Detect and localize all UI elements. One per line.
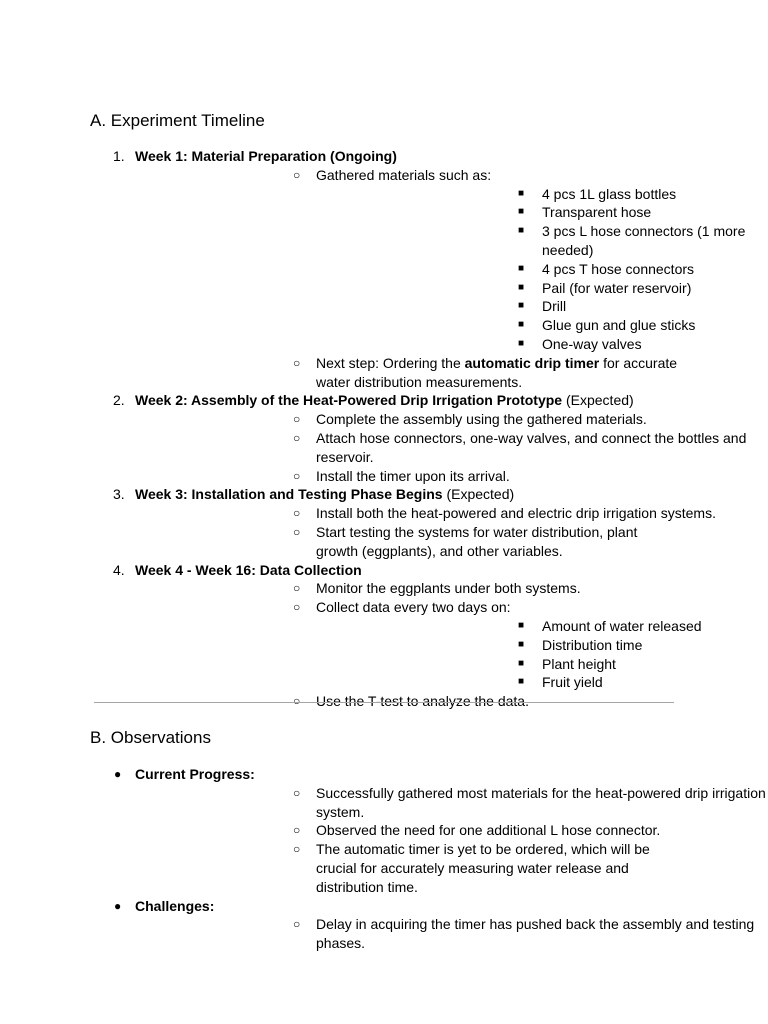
circle-bullet-icon: ○ xyxy=(293,468,301,483)
current-progress-item xyxy=(0,765,768,897)
square-bullet-icon: ■ xyxy=(518,281,525,293)
material-text: Transparent hose xyxy=(542,204,652,221)
data-points-list xyxy=(316,617,768,692)
list-item xyxy=(316,279,768,298)
item-text-post: for accurate water distribution measurements. xyxy=(316,354,678,390)
list-item xyxy=(316,185,768,204)
list-item xyxy=(316,297,768,316)
circle-bullet-icon: ○ xyxy=(293,355,301,370)
item-text: Delay in acquiring the timer has pushed back the assembly and testing phases. xyxy=(316,916,755,952)
square-bullet-icon: ■ xyxy=(518,319,525,331)
list-number: 3. xyxy=(113,486,125,503)
materials-list xyxy=(316,185,768,354)
square-bullet-icon: ■ xyxy=(518,206,525,218)
week-title: Week 2: Assembly of the Heat-Powered Drip Irrigation Prototype xyxy=(135,392,563,409)
list-item xyxy=(316,655,768,674)
week-title: Week 4 - Week 16: Data Collection xyxy=(135,561,362,578)
square-bullet-icon: ■ xyxy=(518,225,525,237)
list-item xyxy=(135,784,768,822)
item-text: Use the T-test to analyze the data. xyxy=(316,693,529,710)
list-item xyxy=(135,579,768,598)
current-progress-subitems xyxy=(135,784,768,897)
week-1-item xyxy=(0,147,768,391)
list-item xyxy=(135,598,768,692)
disc-bullet-icon: ● xyxy=(114,898,122,913)
week-4-subitems xyxy=(135,579,768,711)
circle-bullet-icon: ○ xyxy=(293,506,301,521)
list-item xyxy=(135,429,768,467)
circle-bullet-icon: ○ xyxy=(293,694,301,709)
item-text: Install both the heat-powered and electric drip irrigation systems. xyxy=(316,505,716,522)
data-point-text: Distribution time xyxy=(542,636,643,653)
list-number: 1. xyxy=(113,148,125,164)
group-title: Challenges: xyxy=(135,897,215,914)
material-text: Glue gun and glue sticks xyxy=(542,317,696,334)
item-text: Complete the assembly using the gathered materials. xyxy=(316,411,647,428)
week-title: Week 1: Material Preparation (Ongoing) xyxy=(135,148,397,164)
week-1-subitems xyxy=(135,166,768,392)
item-text: Successfully gathered most materials for the heat-powered drip irrigation system. xyxy=(316,784,766,820)
list-item xyxy=(316,617,768,636)
circle-bullet-icon: ○ xyxy=(293,581,301,596)
list-item xyxy=(135,410,768,429)
item-text: Monitor the eggplants under both systems. xyxy=(316,580,581,597)
square-bullet-icon: ■ xyxy=(518,657,525,669)
disc-bullet-icon: ● xyxy=(114,767,122,781)
square-bullet-icon: ■ xyxy=(518,300,525,312)
list-item xyxy=(135,840,768,896)
list-number: 4. xyxy=(113,561,125,578)
section-b-heading: B. Observations xyxy=(90,728,211,747)
material-text: 4 pcs T hose connectors xyxy=(542,260,695,277)
data-point-text: Plant height xyxy=(542,655,616,672)
circle-bullet-icon: ○ xyxy=(293,430,301,445)
timeline-list xyxy=(0,147,768,711)
item-text-bold: automatic drip timer xyxy=(464,354,600,371)
list-item xyxy=(316,673,768,692)
item-text: Observed the need for one additional L hose connector. xyxy=(316,822,661,839)
item-text: Start testing the systems for water distribution, plant growth (eggplants), and other variables. xyxy=(316,523,638,559)
week-3-item xyxy=(0,485,768,560)
week-3-subitems xyxy=(135,504,768,560)
circle-bullet-icon: ○ xyxy=(293,917,301,932)
circle-bullet-icon: ○ xyxy=(293,167,301,182)
challenges-subitems xyxy=(135,915,768,953)
circle-bullet-icon: ○ xyxy=(293,524,301,539)
item-text: The automatic timer is yet to be ordered, which will be crucial for accurately measuring water release and distribution time. xyxy=(316,841,650,895)
square-bullet-icon: ■ xyxy=(518,262,525,274)
material-text: 3 pcs L hose connectors (1 more needed) xyxy=(542,223,746,258)
week-title: Week 3: Installation and Testing Phase Begins xyxy=(135,486,443,503)
item-text: Install the timer upon its arrival. xyxy=(316,467,510,484)
list-item xyxy=(316,203,768,222)
item-text: Attach hose connectors, one-way valves, and connect the bottles and reservoir. xyxy=(316,429,747,465)
group-title: Current Progress: xyxy=(135,766,255,782)
list-item xyxy=(135,166,768,354)
data-point-text: Fruit yield xyxy=(542,674,603,691)
circle-bullet-icon: ○ xyxy=(293,785,301,800)
week-4-item xyxy=(0,561,768,711)
list-item xyxy=(316,335,768,354)
circle-bullet-icon: ○ xyxy=(293,412,301,427)
item-text: Gathered materials such as: xyxy=(316,166,492,183)
circle-bullet-icon: ○ xyxy=(293,600,301,615)
week-status: (Expected) xyxy=(442,486,515,503)
list-item xyxy=(316,222,768,260)
item-text: Collect data every two days on: xyxy=(316,599,511,616)
circle-bullet-icon: ○ xyxy=(293,842,301,857)
square-bullet-icon: ■ xyxy=(518,187,525,199)
challenges-item xyxy=(0,897,768,953)
list-item xyxy=(316,316,768,335)
data-point-text: Amount of water released xyxy=(542,617,702,634)
circle-bullet-icon: ○ xyxy=(293,823,301,838)
list-item xyxy=(135,523,768,561)
material-text: 4 pcs 1L glass bottles xyxy=(542,185,677,202)
week-2-subitems xyxy=(135,410,768,485)
list-item xyxy=(135,467,768,486)
square-bullet-icon: ■ xyxy=(518,619,525,631)
material-text: Pail (for water reservoir) xyxy=(542,279,692,296)
list-number: 2. xyxy=(113,392,125,409)
square-bullet-icon: ■ xyxy=(518,676,525,688)
square-bullet-icon: ■ xyxy=(518,337,525,349)
week-2-item xyxy=(0,391,768,485)
material-text: Drill xyxy=(542,298,567,315)
list-item xyxy=(135,915,768,953)
list-item xyxy=(135,504,768,523)
week-status: (Expected) xyxy=(562,392,634,409)
horizontal-divider xyxy=(94,702,674,703)
item-text-pre: Next step: Ordering the xyxy=(316,354,465,371)
list-item xyxy=(135,354,768,392)
list-item xyxy=(135,821,768,840)
observations-list xyxy=(0,765,768,953)
square-bullet-icon: ■ xyxy=(518,638,525,650)
list-item xyxy=(316,636,768,655)
section-a-heading: A. Experiment Timeline xyxy=(90,111,265,130)
material-text: One-way valves xyxy=(542,335,642,352)
list-item xyxy=(316,260,768,279)
